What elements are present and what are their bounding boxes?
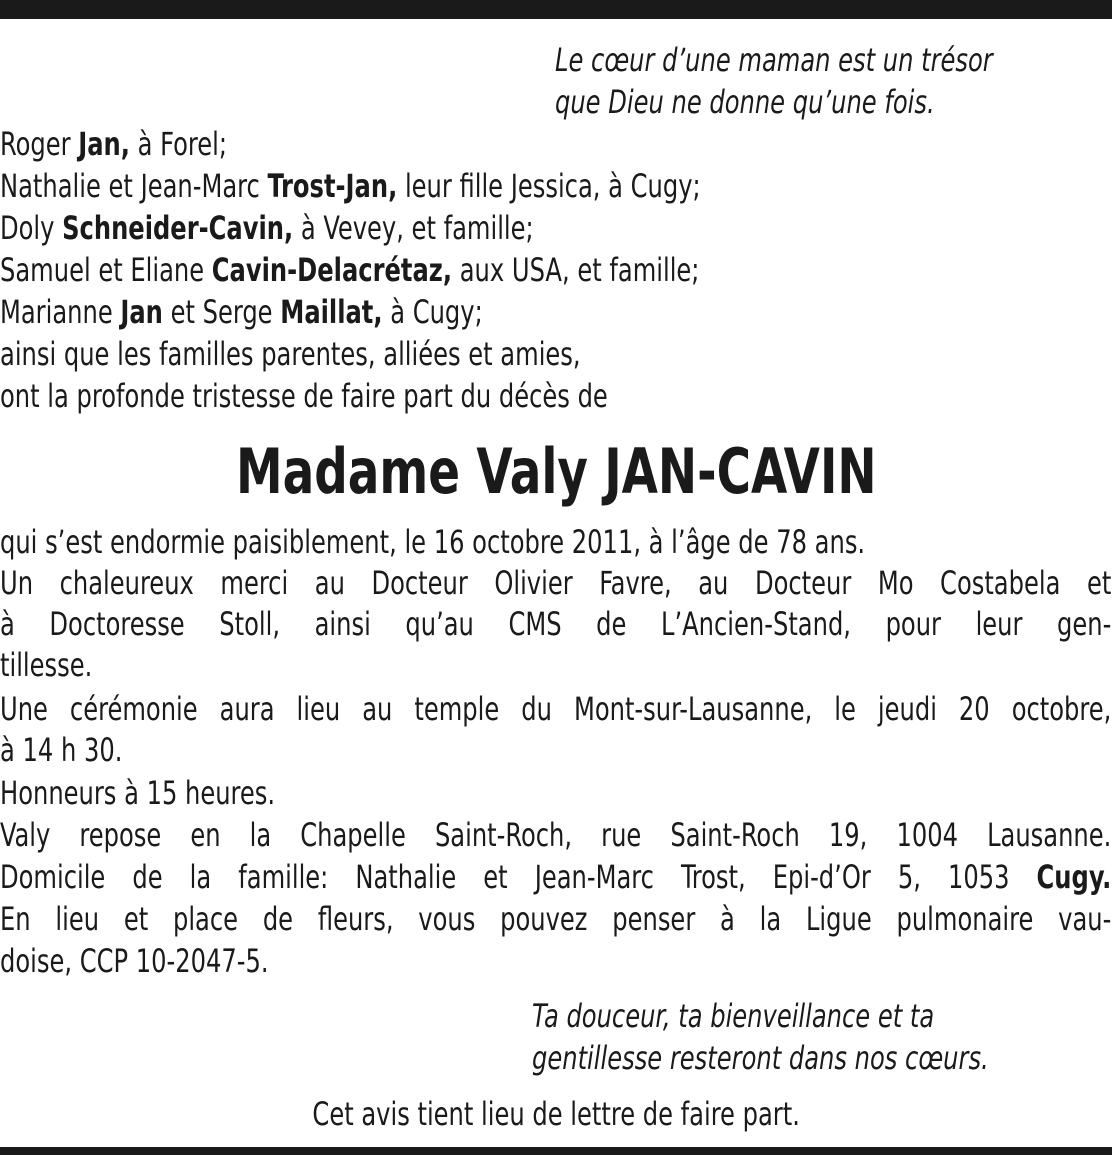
epigraph-top-line-1: Le cœur d’une maman est un trésor (555, 41, 993, 79)
first-name: Samuel et Eliane (0, 251, 212, 289)
death-line: qui s’est endormie paisiblement, le 16 octobre 2011, à l’âge de 78 ans. (0, 523, 866, 561)
announcement-line: ont la profonde tristesse de faire part du décès de (0, 377, 608, 415)
epigraph-top-line-2: que Dieu ne donne qu’une fois. (555, 83, 935, 121)
bottom-rule (0, 1147, 1112, 1155)
family-line-also: ainsi que les familles parentes, alliées et amies, (0, 335, 581, 373)
partner-surname: Maillat, (280, 293, 383, 331)
surname: Jan (120, 293, 163, 331)
family-line-trost (0, 166, 701, 206)
first-name: Nathalie et Jean-Marc (0, 167, 268, 205)
first-name: Marianne (0, 293, 121, 331)
honours-line: Honneurs à 15 heures. (0, 774, 276, 812)
surname: Cavin-Delacrétaz, (211, 251, 453, 289)
ceremony-line-2: à 14 h 30. (0, 731, 123, 769)
flowers-line-2: doise, CCP 10-2047-5. (0, 942, 269, 980)
domicile-line (0, 857, 1111, 897)
ceremony-line-1: Une cérémonie aura lieu au temple du Mont-sur-Lausanne, le jeudi 20 octobre, (0, 690, 1112, 728)
footer-note (0, 1094, 1112, 1134)
epigraph-bottom-line-1: Ta douceur, ta bienveillance et ta (532, 997, 935, 1035)
domicile-town: Cugy. (1036, 858, 1112, 896)
top-rule (0, 0, 1112, 19)
family-line-cavin (0, 250, 699, 290)
deceased-name-text: Madame Valy JAN-CAVIN (235, 435, 877, 508)
location: leur fille Jessica, à Cugy; (397, 167, 701, 205)
family-line-marianne (0, 292, 483, 332)
thanks-line-3: tillesse. (0, 646, 93, 684)
thanks-line-1: Un chaleureux merci au Docteur Olivier Favre, au Docteur Mo Costabela et (0, 564, 1112, 602)
location: à Vevey, et famille; (293, 209, 534, 247)
location: à Forel; (129, 125, 227, 163)
thanks-line-2: à Doctoresse Stoll, ainsi qu’au CMS de L’Ancien-Stand, pour leur gen- (0, 605, 1112, 643)
rests-line: Valy repose en la Chapelle Saint-Roch, rue Saint-Roch 19, 1004 Lausanne. (0, 816, 1112, 854)
footer-text: Cet avis tient lieu de lettre de faire part. (312, 1095, 800, 1133)
epigraph-bottom-line-2: gentillesse resteront dans nos cœurs. (532, 1039, 989, 1077)
deceased-name (0, 434, 1112, 510)
surname: Jan, (78, 125, 130, 163)
location: à Cugy; (382, 293, 483, 331)
family-line-roger (0, 124, 227, 164)
domicile-address: Domicile de la famille: Nathalie et Jean-Marc Trost, Epi-d’Or 5, 1053 (0, 858, 1037, 896)
first-name: Doly (0, 209, 63, 247)
surname: Schneider-Cavin, (62, 209, 294, 247)
flowers-line-1: En lieu et place de fleurs, vous pouvez penser à la Ligue pulmonaire vau- (0, 900, 1112, 938)
family-line-doly (0, 208, 534, 248)
location: aux USA, et famille; (452, 251, 700, 289)
surname: Trost-Jan, (267, 167, 398, 205)
first-name: Roger (0, 125, 79, 163)
partner-name: et Serge (162, 293, 281, 331)
